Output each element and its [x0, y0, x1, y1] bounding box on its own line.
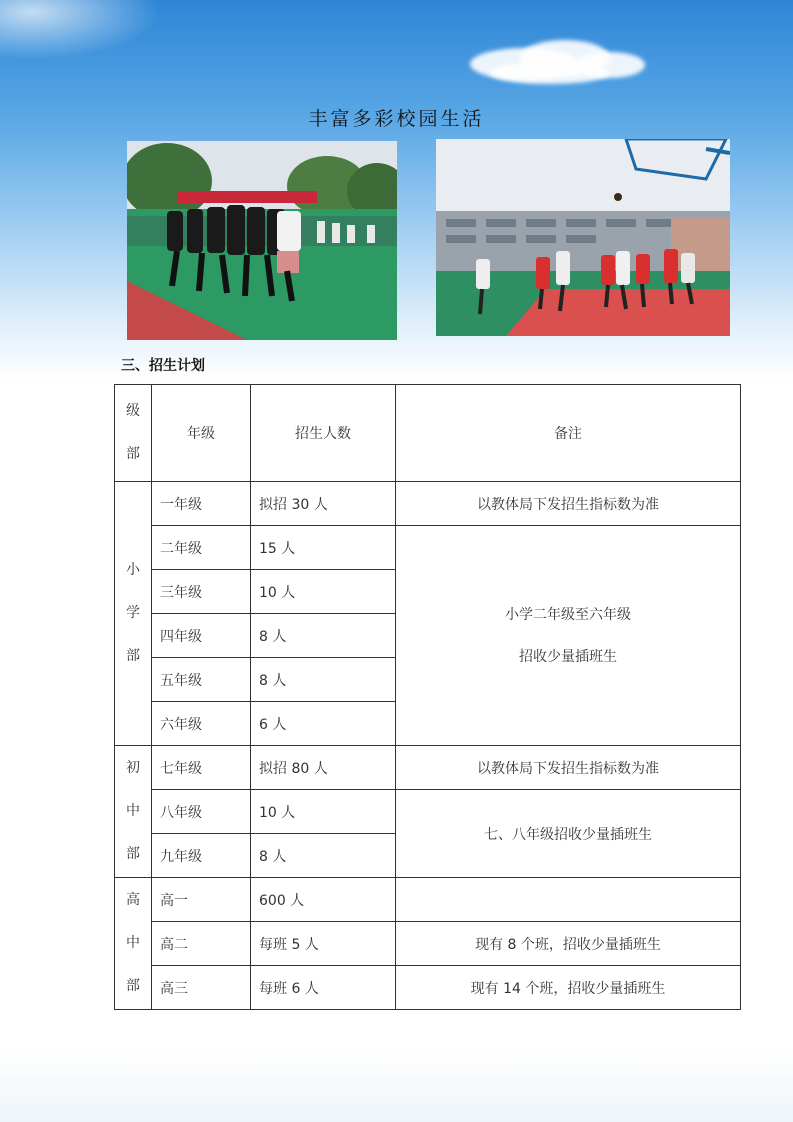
- quota-cell: 6 人: [251, 702, 396, 746]
- enrollment-plan-table: [114, 384, 741, 1010]
- grade-cell: 一年级: [152, 482, 251, 526]
- quota-cell: 拟招 80 人: [251, 746, 396, 790]
- grade-cell: 三年级: [152, 570, 251, 614]
- quota-cell: 每班 6 人: [251, 966, 396, 1010]
- sky-cloud: [490, 62, 610, 84]
- quota-cell: 8 人: [251, 834, 396, 878]
- remark-cell: 现有 14 个班，招收少量插班生: [396, 966, 741, 1010]
- sky-cloud-left: [0, 0, 160, 60]
- table-row: [115, 790, 741, 834]
- quota-cell: 10 人: [251, 790, 396, 834]
- dept-senior: 高 中 部: [115, 878, 152, 1010]
- header-grade: 年级: [152, 385, 251, 482]
- grade-cell: 七年级: [152, 746, 251, 790]
- quota-cell: 每班 5 人: [251, 922, 396, 966]
- remark-cell: 以教体局下发招生指标数为准: [396, 746, 741, 790]
- table-row: [115, 878, 741, 922]
- table-row: [115, 746, 741, 790]
- grade-cell: 四年级: [152, 614, 251, 658]
- quota-cell: 8 人: [251, 658, 396, 702]
- table-row: [115, 922, 741, 966]
- section-heading: 三、招生计划: [121, 358, 205, 374]
- grade-cell: 高二: [152, 922, 251, 966]
- header-quota: 招生人数: [251, 385, 396, 482]
- page-title: 丰富多彩校园生活: [308, 108, 485, 130]
- grade-cell: 五年级: [152, 658, 251, 702]
- grade-cell: 九年级: [152, 834, 251, 878]
- table-row: [115, 966, 741, 1010]
- remark-merged-junior: 七、八年级招收少量插班生: [396, 790, 741, 878]
- table-row: [115, 526, 741, 570]
- remark-cell: 以教体局下发招生指标数为准: [396, 482, 741, 526]
- dept-primary: 小 学 部: [115, 482, 152, 746]
- campus-photo-relay: [127, 141, 397, 340]
- quota-cell: 8 人: [251, 614, 396, 658]
- table-row: [115, 482, 741, 526]
- header-remark: 备注: [396, 385, 741, 482]
- remark-merged-primary: 小学二年级至六年级 招收少量插班生: [396, 526, 741, 746]
- grade-cell: 高三: [152, 966, 251, 1010]
- campus-photo-basketball: [436, 139, 730, 336]
- grade-cell: 八年级: [152, 790, 251, 834]
- quota-cell: 拟招 30 人: [251, 482, 396, 526]
- remark-cell: 现有 8 个班，招收少量插班生: [396, 922, 741, 966]
- grade-cell: 高一: [152, 878, 251, 922]
- table-header-row: [115, 385, 741, 482]
- grade-cell: 六年级: [152, 702, 251, 746]
- quota-cell: 10 人: [251, 570, 396, 614]
- header-dept: 级 部: [115, 385, 152, 482]
- grade-cell: 二年级: [152, 526, 251, 570]
- quota-cell: 15 人: [251, 526, 396, 570]
- quota-cell: 600 人: [251, 878, 396, 922]
- dept-junior: 初 中 部: [115, 746, 152, 878]
- remark-cell: [396, 878, 741, 922]
